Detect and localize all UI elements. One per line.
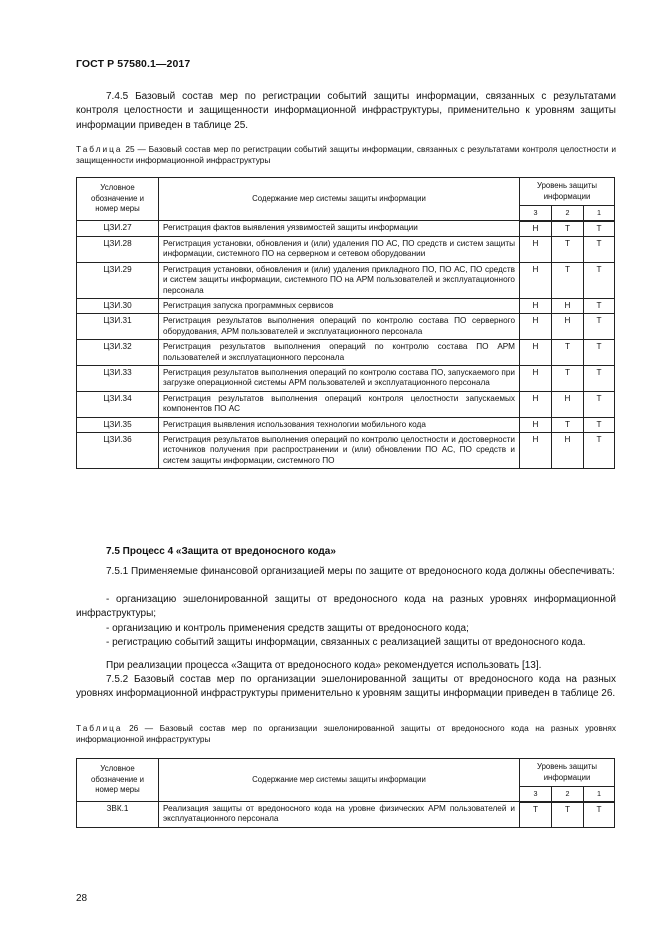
level-2-value: Т	[552, 802, 584, 828]
table26-caption-prefix: Таблица	[76, 723, 123, 733]
level-2-value: Т	[552, 417, 584, 432]
document-header: ГОСТ Р 57580.1—2017	[76, 58, 191, 70]
table-row	[77, 236, 615, 262]
table-row	[77, 365, 615, 391]
table-row	[77, 314, 615, 340]
level-3-value: Н	[520, 314, 552, 340]
bullet-item: - организацию эшелонированной защиты от вредоносного кода на разных уровнях информационной инфраструктуры;	[76, 594, 616, 620]
table25-level-3: 3	[520, 206, 552, 221]
level-1-value: Т	[584, 236, 615, 262]
table26-caption	[76, 723, 616, 746]
measure-description: Регистрация запуска программных сервисов	[159, 298, 520, 313]
measure-code: ЦЗИ.35	[77, 417, 159, 432]
level-2-value: Т	[552, 262, 584, 298]
level-2-value: Т	[552, 365, 584, 391]
table-row	[77, 221, 615, 237]
level-3-value: Н	[520, 298, 552, 313]
table25-caption-text: 25 — Базовый состав мер по регистрации событий защиты информации, связанных с результатами контроля целостности и защищенности информационной инфраструктуры	[76, 144, 616, 166]
table26-caption-text: 26 — Базовый состав мер по организации эшелонированной защиты от вредоносного кода на разных уровнях информационной инфраструктуры	[76, 723, 616, 745]
measure-description: Реализация защиты от вредоносного кода на уровне физических АРМ пользователей и эксплуатационного персонала	[159, 802, 520, 828]
level-3-value: Н	[520, 433, 552, 469]
paragraph-7-5-2: 7.5.2 Базовый состав мер по организации эшелонированной защиты от вредоносного кода на разных уровнях информационной инфраструктуры применительно к уровням защиты информации приведен в таблице 26.	[76, 674, 616, 700]
bullet-item: - организацию и контроль применения средств защиты от вредоносного кода;	[106, 622, 469, 634]
measure-description: Регистрация результатов выполнения операций контроля целостности запускаемых компонентов ПО АС	[159, 391, 520, 417]
level-1-value: Т	[584, 314, 615, 340]
level-1-value: Т	[584, 262, 615, 298]
table-row	[77, 391, 615, 417]
table26-header-level: Уровень защиты информации	[520, 759, 615, 787]
table26-header-desc: Содержание мер системы защиты информации	[159, 759, 520, 802]
table-row	[77, 433, 615, 469]
measure-description: Регистрация результатов выполнения операций по контролю целостности и достоверности источников получения при распространении и (или) обновлении ПО АС, ПО средств и систем защиты информации, системного ПО	[159, 433, 520, 469]
level-3-value: Н	[520, 365, 552, 391]
table25-caption-prefix: Таблица	[76, 144, 123, 154]
measure-code: ЦЗИ.27	[77, 221, 159, 237]
paragraph-recommend: При реализации процесса «Защита от вредоносного кода» рекомендуется использовать [13].	[106, 660, 542, 671]
measure-code: ЦЗИ.32	[77, 340, 159, 366]
level-2-value: Н	[552, 433, 584, 469]
level-3-value: Н	[520, 262, 552, 298]
level-1-value: Т	[584, 391, 615, 417]
level-3-value: Т	[520, 802, 552, 828]
measure-description: Регистрация результатов выполнения операций по контролю состава ПО серверного оборудования, АРМ пользователей и эксплуатационного персонала	[159, 314, 520, 340]
measure-code: ЦЗИ.29	[77, 262, 159, 298]
measure-code: ЦЗИ.34	[77, 391, 159, 417]
table26-level-1: 1	[584, 787, 615, 802]
level-1-value: Т	[584, 221, 615, 237]
table-row	[77, 802, 615, 828]
table-row	[77, 417, 615, 432]
measure-description: Регистрация выявления использования технологии мобильного кода	[159, 417, 520, 432]
measure-code: ЦЗИ.30	[77, 298, 159, 313]
measure-code: ЦЗИ.31	[77, 314, 159, 340]
measure-code: ЦЗИ.28	[77, 236, 159, 262]
table25-header-desc: Содержание мер системы защиты информации	[159, 178, 520, 221]
measure-code: ЦЗИ.36	[77, 433, 159, 469]
level-1-value: Т	[584, 417, 615, 432]
measure-description: Регистрация установки, обновления и (или) удаления прикладного ПО, ПО АС, ПО средств и систем защиты информации, системного ПО на АРМ пользователей и эксплуатационного персонала	[159, 262, 520, 298]
table-row	[77, 298, 615, 313]
table-26	[76, 758, 615, 828]
measure-description: Регистрация результатов выполнения операций по контролю состава ПО, запускаемого при загрузке операционной системы АРМ пользователей и эксплуатационного персонала	[159, 365, 520, 391]
level-2-value: Н	[552, 314, 584, 340]
level-2-value: Т	[552, 236, 584, 262]
page-number: 28	[76, 893, 88, 904]
intro-paragraph: 7.4.5 Базовый состав мер по регистрации событий защиты информации, связанных с результатами контроля целостности и защищенности информационной инфраструктуры, применительно к уровням защиты информации приведен в таблице 25.	[76, 91, 616, 131]
measure-description: Регистрация результатов выполнения операций по контролю состава ПО АРМ пользователей и эксплуатационного персонала	[159, 340, 520, 366]
level-1-value: Т	[584, 433, 615, 469]
table25-caption	[76, 144, 616, 167]
table26-body	[77, 802, 615, 828]
table25-level-1: 1	[584, 206, 615, 221]
table-row	[77, 262, 615, 298]
section-title: 7.5 Процесс 4 «Защита от вредоносного кода»	[106, 546, 336, 557]
level-2-value: Т	[552, 221, 584, 237]
level-1-value: Т	[584, 365, 615, 391]
level-3-value: Н	[520, 391, 552, 417]
level-3-value: Н	[520, 236, 552, 262]
measure-description: Регистрация фактов выявления уязвимостей защиты информации	[159, 221, 520, 237]
level-2-value: Н	[552, 298, 584, 313]
level-1-value: Т	[584, 298, 615, 313]
table-row	[77, 340, 615, 366]
measure-code: ЦЗИ.33	[77, 365, 159, 391]
bullet-item: - регистрацию событий защиты информации, связанных с реализацией защиты от вредоносного кода.	[106, 637, 586, 649]
table26-level-3: 3	[520, 787, 552, 802]
measure-description: Регистрация установки, обновления и (или) удаления ПО АС, ПО средств и систем защиты информации, системного ПО на серверном и сетевом оборудовании	[159, 236, 520, 262]
level-3-value: Н	[520, 340, 552, 366]
paragraph-7-5-1: 7.5.1 Применяемые финансовой организацией меры по защите от вредоносного кода должны обеспечивать:	[106, 566, 615, 577]
measure-code: ЗВК.1	[77, 802, 159, 828]
bullet-list	[76, 593, 616, 651]
level-3-value: Н	[520, 417, 552, 432]
table26-level-2: 2	[552, 787, 584, 802]
table25-header-level: Уровень защиты информации	[520, 178, 615, 206]
table26-header-code: Условное обозначение и номер меры	[77, 759, 159, 802]
table25-header-code: Условное обозначение и номер меры	[77, 178, 159, 221]
table-25	[76, 177, 615, 469]
level-2-value: Т	[552, 340, 584, 366]
table25-level-2: 2	[552, 206, 584, 221]
level-1-value: Т	[584, 802, 615, 828]
level-1-value: Т	[584, 340, 615, 366]
table25-body	[77, 221, 615, 469]
level-3-value: Н	[520, 221, 552, 237]
level-2-value: Н	[552, 391, 584, 417]
